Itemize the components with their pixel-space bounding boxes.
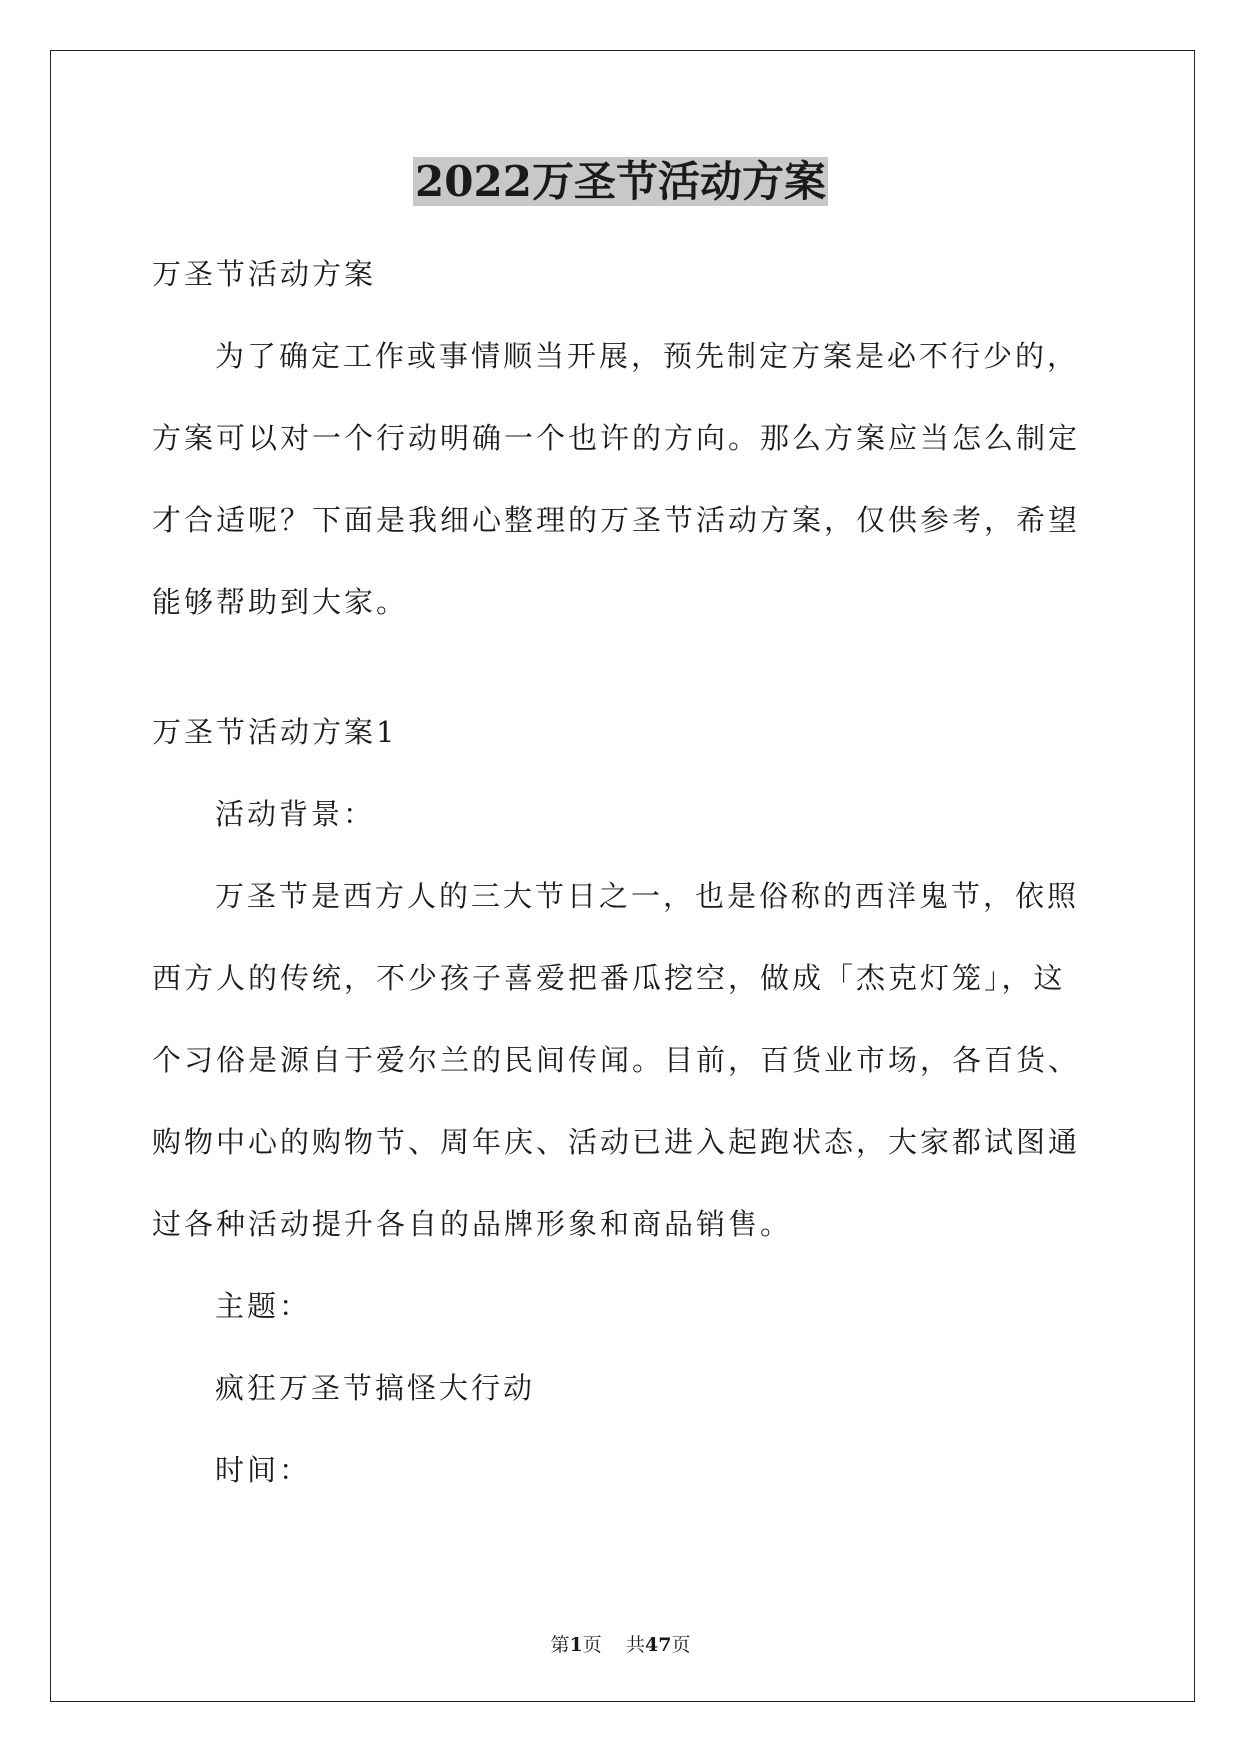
footer-total-suffix: 页 <box>671 1634 691 1656</box>
theme-value: 疯狂万圣节搞怪大行动 <box>215 1371 536 1405</box>
document-body <box>152 233 1094 1511</box>
document-title-text: 2022万圣节活动方案 <box>415 157 826 206</box>
paragraph-gap <box>152 643 1094 691</box>
theme-label: 主题： <box>215 1289 312 1323</box>
background-paragraph: 万圣节是西方人的三大节日之一，也是俗称的西洋鬼节，依照西方人的传统，不少孩子喜爱把番瓜挖空，做成「杰克灯笼」，这个习俗是源自于爱尔兰的民间传闻。目前，百货业市场，各百货、购物中心的购物节、周年庆、活动已进入起跑状态，大家都试图通过各种活动提升各自的品牌形象和商品销售。 <box>152 879 1081 1241</box>
footer-total-pages: 47 <box>644 1634 672 1656</box>
time-label: 时间： <box>215 1453 312 1487</box>
footer-prefix: 第 <box>550 1634 570 1656</box>
background-label: 活动背景： <box>215 797 376 831</box>
footer-total-prefix: 共 <box>625 1634 645 1656</box>
section-heading: 万圣节活动方案 <box>152 257 377 291</box>
page-footer <box>0 1630 1241 1660</box>
intro-paragraph: 为了确定工作或事情顺当开展，预先制定方案是必不行少的，方案可以对一个行动明确一个也许的方向。那么方案应当怎么制定才合适呢？下面是我细心整理的万圣节活动方案，仅供参考，希望能够帮助到大家。 <box>152 339 1081 619</box>
footer-page-suffix: 页 <box>582 1634 602 1656</box>
footer-page-number: 1 <box>569 1634 583 1656</box>
plan-1-heading: 万圣节活动方案1 <box>152 715 398 749</box>
document-title <box>0 152 1241 212</box>
